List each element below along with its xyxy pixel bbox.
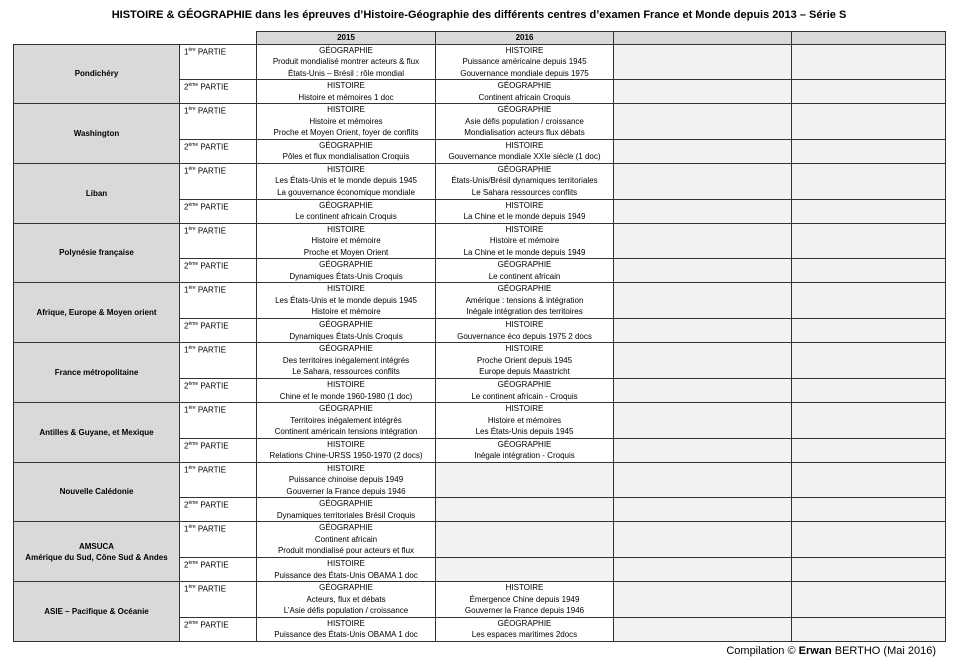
part-number: 1 <box>184 524 189 534</box>
part-number: 2 <box>184 321 189 331</box>
subject-discipline: GÉOGRAPHIE <box>319 45 373 55</box>
part-suffix: ème <box>188 321 199 327</box>
subject-cell-2016 <box>436 558 614 582</box>
subject-discipline: HISTOIRE <box>327 164 365 174</box>
subject-cell-2016 <box>436 462 614 498</box>
subject-topic: Inégale intégration des territoires <box>466 307 583 316</box>
subject-cell-2015 <box>257 319 436 343</box>
page-title: HISTOIRE & GÉOGRAPHIE dans les épreuves d’Histoire-Géographie des différents centres d’examen France et Monde depuis 2013 – Série S <box>111 9 847 21</box>
part-label <box>180 80 257 104</box>
center-row <box>14 403 946 439</box>
part-word: PARTIE <box>200 321 229 331</box>
subject-discipline: HISTOIRE <box>505 45 544 55</box>
subject-discipline: HISTOIRE <box>505 224 544 234</box>
subject-discipline: GÉOGRAPHIE <box>497 439 552 449</box>
part-suffix: ème <box>188 261 199 267</box>
subject-topic: Acteurs, flux et débats <box>306 594 386 604</box>
subject-topic: Histoire et mémoires <box>309 116 383 126</box>
empty-year-cell <box>792 558 946 582</box>
subject-topic: Relations Chine-URSS 1950-1970 (2 docs) <box>269 451 423 460</box>
part-label <box>180 319 257 343</box>
center-row <box>14 44 946 80</box>
empty-year-cell <box>614 259 792 283</box>
empty-year-cell <box>792 104 946 140</box>
center-name: France métropolitaine <box>54 368 139 377</box>
subject-topic: Le continent africain - Croquis <box>471 391 578 401</box>
subject-topic: Le continent africain Croquis <box>295 212 397 221</box>
part-suffix: ème <box>188 141 199 148</box>
subject-cell-2016 <box>436 343 614 379</box>
empty-year-cell <box>614 223 792 259</box>
subject-topic: Territoires inégalement intégrés <box>290 415 402 425</box>
subject-cell-2016 <box>436 163 614 199</box>
empty-year-cell <box>614 558 792 582</box>
part-label <box>180 199 257 223</box>
subject-discipline: GÉOGRAPHIE <box>319 523 373 532</box>
center-row <box>14 223 946 259</box>
empty-year-cell <box>792 283 946 319</box>
center-name: Washington <box>73 128 120 138</box>
part-word: PARTIE <box>200 500 229 510</box>
header-empty-1 <box>614 32 792 45</box>
header-year-2015: 2015 <box>257 32 436 45</box>
subject-discipline: HISTOIRE <box>505 404 544 413</box>
subject-cell-2016 <box>436 223 614 259</box>
subject-discipline: HISTOIRE <box>505 140 544 150</box>
part-number: 1 <box>184 345 189 355</box>
subject-discipline: GÉOGRAPHIE <box>319 200 373 210</box>
subject-topic: Les États-Unis depuis 1945 <box>475 427 574 436</box>
part-number: 1 <box>184 584 189 594</box>
subject-discipline: HISTOIRE <box>327 559 365 568</box>
part-suffix: ère <box>188 106 196 112</box>
part-label <box>180 379 257 403</box>
subject-discipline: GÉOGRAPHIE <box>319 499 373 508</box>
subject-topic: Pôles et flux mondialisation Croquis <box>282 152 410 161</box>
part-word: PARTIE <box>197 106 227 116</box>
subject-cell-2015 <box>257 80 436 104</box>
center-name-cell <box>14 104 180 164</box>
subject-discipline: GÉOGRAPHIE <box>497 260 552 269</box>
center-name: Nouvelle Calédonie <box>59 487 134 497</box>
empty-year-cell <box>614 522 792 558</box>
empty-year-cell <box>792 259 946 283</box>
empty-year-cell <box>792 223 946 259</box>
subject-topic: Puissance américaine depuis 1945 <box>462 57 587 66</box>
subject-topic: La Chine et le monde depuis 1949 <box>463 247 586 257</box>
empty-year-cell <box>792 462 946 498</box>
center-name-cell <box>14 522 180 582</box>
footer-author-rest: BERTHO (Mai 2016) <box>831 645 936 657</box>
header-year-2016: 2016 <box>436 32 614 45</box>
subject-topic: Dynamiques États-Unis Croquis <box>289 331 403 341</box>
center-name: Polynésie française <box>59 248 134 258</box>
empty-year-cell <box>792 498 946 522</box>
subject-topic: Inégale intégration - Croquis <box>474 451 575 460</box>
subject-cell-2016 <box>436 438 614 462</box>
center-name-cell <box>14 163 180 223</box>
subject-topic: Produit mondialisé montrer acteurs & flux <box>272 57 420 66</box>
part-word: PARTIE <box>197 584 227 594</box>
part-suffix: ème <box>188 560 199 566</box>
subject-topic: Asie défis population / croissance <box>465 116 584 126</box>
footer-credit <box>726 645 936 657</box>
subject-cell-2016 <box>436 522 614 558</box>
center-name: Afrique, Europe & Moyen orient <box>36 308 157 317</box>
part-suffix: ère <box>188 405 196 411</box>
part-label <box>180 498 257 522</box>
empty-year-cell <box>792 343 946 379</box>
subject-discipline: GÉOGRAPHIE <box>497 380 552 389</box>
subject-discipline: HISTOIRE <box>327 105 365 114</box>
subject-discipline: HISTOIRE <box>505 583 544 592</box>
subject-discipline: HISTOIRE <box>505 344 544 353</box>
part-suffix: ère <box>188 46 196 53</box>
center-name-cell <box>14 223 180 283</box>
subject-topic: Dynamiques États-Unis Croquis <box>289 271 403 281</box>
part-number: 2 <box>184 500 189 510</box>
part-suffix: ère <box>188 524 196 530</box>
empty-year-cell <box>614 44 792 80</box>
part-label <box>180 462 257 498</box>
subject-cell-2016 <box>436 259 614 283</box>
subject-topic: Dynamiques territoriales Brésil Croquis <box>276 510 416 520</box>
subject-cell-2015 <box>257 283 436 319</box>
center-name: AMSUCA <box>78 541 115 551</box>
subject-topic: Le continent africain <box>488 271 561 281</box>
exam-table <box>13 31 946 642</box>
part-word: PARTIE <box>200 261 229 271</box>
subject-cell-2015 <box>257 199 436 223</box>
subject-topic: Proche et Moyen Orient, foyer de conflits <box>273 128 419 137</box>
center-name-cell <box>14 44 180 104</box>
subject-cell-2015 <box>257 343 436 379</box>
subject-topic: Histoire et mémoires 1 doc <box>298 92 394 102</box>
empty-year-cell <box>614 163 792 199</box>
center-name: Antilles & Guyane, et Mexique <box>39 427 154 437</box>
subject-topic: États-Unis – Brésil : rôle mondial <box>287 68 405 78</box>
subject-cell-2015 <box>257 163 436 199</box>
part-number: 1 <box>184 465 189 475</box>
part-word: PARTIE <box>197 285 227 295</box>
part-suffix: ère <box>188 165 196 172</box>
header-empty-2 <box>792 32 946 45</box>
subject-cell-2015 <box>257 44 436 80</box>
part-label <box>180 104 257 140</box>
part-word: PARTIE <box>197 226 227 236</box>
part-label <box>180 617 257 641</box>
empty-year-cell <box>792 139 946 163</box>
empty-year-cell <box>614 438 792 462</box>
center-name-cell <box>14 403 180 463</box>
part-word: PARTIE <box>200 142 229 152</box>
part-number: 2 <box>184 202 189 212</box>
empty-year-cell <box>792 44 946 80</box>
subject-topic: Gouvernance éco depuis 1975 2 docs <box>457 331 592 341</box>
subject-discipline: HISTOIRE <box>505 200 544 210</box>
subject-cell-2016 <box>436 44 614 80</box>
subject-topic: Proche Orient depuis 1945 <box>476 355 573 365</box>
subject-topic: Les États-Unis et le monde depuis 1945 <box>275 295 417 305</box>
subject-cell-2015 <box>257 617 436 641</box>
part-number: 2 <box>184 261 189 271</box>
subject-topic: Gouvernance mondiale XXIe siècle (1 doc) <box>448 152 601 161</box>
subject-topic: Émergence Chine depuis 1949 <box>469 594 580 604</box>
subject-topic: L’Asie défis population / croissance <box>283 606 409 615</box>
empty-year-cell <box>614 283 792 319</box>
part-word: PARTIE <box>200 560 229 570</box>
subject-discipline: GÉOGRAPHIE <box>497 164 552 174</box>
subject-topic: Le Sahara, ressources conflits <box>292 367 400 376</box>
subject-cell-2015 <box>257 462 436 498</box>
empty-year-cell <box>792 522 946 558</box>
empty-year-cell <box>614 319 792 343</box>
center-row <box>14 343 946 379</box>
empty-year-cell <box>614 343 792 379</box>
part-label <box>180 582 257 618</box>
subject-discipline: HISTOIRE <box>327 439 365 449</box>
subject-topic: Amérique : tensions & intégration <box>465 295 584 305</box>
part-suffix: ère <box>188 225 196 232</box>
part-suffix: ème <box>188 440 199 447</box>
subject-cell-2016 <box>436 379 614 403</box>
subject-cell-2016 <box>436 139 614 163</box>
empty-year-cell <box>614 498 792 522</box>
subject-discipline: HISTOIRE <box>327 224 365 234</box>
subject-topic: Gouverner la France depuis 1946 <box>464 606 585 615</box>
part-suffix: ère <box>188 345 196 351</box>
subject-cell-2015 <box>257 259 436 283</box>
subject-cell-2015 <box>257 223 436 259</box>
empty-year-cell <box>792 438 946 462</box>
part-suffix: ère <box>188 584 196 590</box>
center-name-cell <box>14 343 180 403</box>
part-number: 2 <box>184 142 189 152</box>
center-name: ASIE – Pacifique & Océanie <box>44 606 149 616</box>
subject-discipline: GÉOGRAPHIE <box>319 320 373 329</box>
part-number: 2 <box>184 560 189 570</box>
header-row <box>14 32 946 45</box>
subject-cell-2015 <box>257 558 436 582</box>
subject-topic: Puissance chinoise depuis 1949 <box>288 475 404 484</box>
center-row <box>14 163 946 199</box>
subject-discipline: HISTOIRE <box>327 618 365 628</box>
part-number: 1 <box>184 166 189 176</box>
part-number: 2 <box>184 82 189 92</box>
subject-cell-2016 <box>436 80 614 104</box>
subject-topic: Les espaces maritimes 2docs <box>471 630 578 639</box>
subject-topic: Proche et Moyen Orient <box>303 247 389 257</box>
part-suffix: ème <box>188 381 199 387</box>
empty-year-cell <box>614 104 792 140</box>
subject-topic: Des territoires inégalement intégrés <box>282 355 410 365</box>
subject-topic: Histoire et mémoire <box>489 236 560 245</box>
part-word: PARTIE <box>200 620 229 630</box>
empty-year-cell <box>614 80 792 104</box>
subject-cell-2015 <box>257 438 436 462</box>
part-label <box>180 438 257 462</box>
subject-discipline: GÉOGRAPHIE <box>497 284 552 293</box>
part-word: PARTIE <box>197 166 227 176</box>
subject-cell-2016 <box>436 617 614 641</box>
part-word: PARTIE <box>200 441 229 451</box>
subject-discipline: GÉOGRAPHIE <box>497 105 552 114</box>
part-number: 1 <box>184 405 189 415</box>
subject-topic: Chine et le monde 1960-1980 (1 doc) <box>279 391 413 401</box>
part-label <box>180 522 257 558</box>
part-number: 2 <box>184 441 189 451</box>
center-row <box>14 582 946 618</box>
subject-cell-2016 <box>436 283 614 319</box>
subject-topic: Continent africain <box>314 534 378 544</box>
center-name-cell <box>14 582 180 642</box>
center-name-cell <box>14 283 180 343</box>
subject-topic: Europe depuis Maastricht <box>479 367 570 376</box>
part-suffix: ème <box>188 500 199 506</box>
subject-topic: Puissance des États-Unis OBAMA 1 doc <box>274 570 418 580</box>
part-suffix: ème <box>188 82 199 88</box>
empty-year-cell <box>792 199 946 223</box>
center-name-cell <box>14 462 180 522</box>
part-label <box>180 283 257 319</box>
subject-discipline: GÉOGRAPHIE <box>319 344 373 353</box>
empty-year-cell <box>792 163 946 199</box>
part-label <box>180 343 257 379</box>
part-label <box>180 259 257 283</box>
center-row <box>14 462 946 498</box>
empty-year-cell <box>614 139 792 163</box>
subject-topic: Continent américain tensions intégration <box>274 427 418 436</box>
subject-discipline: GÉOGRAPHIE <box>319 140 373 150</box>
part-word: PARTIE <box>197 465 227 475</box>
subject-discipline: GÉOGRAPHIE <box>497 81 552 90</box>
part-label <box>180 403 257 439</box>
part-suffix: ème <box>188 201 199 208</box>
part-suffix: ème <box>188 619 199 626</box>
part-suffix: ère <box>188 464 196 471</box>
part-number: 1 <box>184 47 189 57</box>
part-label <box>180 223 257 259</box>
part-number: 1 <box>184 106 189 116</box>
part-word: PARTIE <box>197 345 227 355</box>
empty-year-cell <box>614 199 792 223</box>
part-suffix: ère <box>188 285 196 291</box>
part-word: PARTIE <box>200 381 229 391</box>
header-blank <box>14 32 257 45</box>
part-number: 1 <box>184 285 189 295</box>
footer-author-first: Erwan <box>798 645 832 657</box>
empty-year-cell <box>792 403 946 439</box>
center-row <box>14 283 946 319</box>
subject-topic: Produit mondialisé pour acteurs et flux <box>277 546 415 555</box>
part-word: PARTIE <box>197 47 227 57</box>
part-word: PARTIE <box>197 524 227 534</box>
empty-year-cell <box>614 403 792 439</box>
subject-topic: Histoire et mémoire <box>311 307 381 316</box>
part-number: 1 <box>184 226 189 236</box>
part-word: PARTIE <box>197 405 227 415</box>
center-row <box>14 522 946 558</box>
part-label <box>180 44 257 80</box>
subject-cell-2015 <box>257 498 436 522</box>
subject-cell-2016 <box>436 498 614 522</box>
subject-topic: Puissance des États-Unis OBAMA 1 doc <box>274 630 418 639</box>
subject-topic: Les États-Unis et le monde depuis 1945 <box>275 176 417 185</box>
subject-topic: Continent africain Croquis <box>478 92 571 102</box>
empty-year-cell <box>792 582 946 618</box>
subject-cell-2015 <box>257 582 436 618</box>
part-number: 2 <box>184 620 189 630</box>
subject-discipline: HISTOIRE <box>327 380 365 389</box>
part-word: PARTIE <box>200 202 229 212</box>
subject-topic: Histoire et mémoires <box>487 415 562 425</box>
subject-discipline: GÉOGRAPHIE <box>319 583 373 592</box>
subject-cell-2015 <box>257 403 436 439</box>
part-label <box>180 558 257 582</box>
subject-topic: La Chine et le monde depuis 1949 <box>463 212 586 221</box>
empty-year-cell <box>792 379 946 403</box>
part-word: PARTIE <box>200 82 229 92</box>
footer-prefix: Compilation © <box>726 645 799 657</box>
subject-topic: La gouvernance économique mondiale <box>277 187 415 197</box>
empty-year-cell <box>614 379 792 403</box>
subject-discipline: HISTOIRE <box>505 320 544 329</box>
subject-cell-2016 <box>436 403 614 439</box>
subject-topic: Histoire et mémoire <box>311 236 381 245</box>
center-row <box>14 104 946 140</box>
subject-topic: Mondialisation acteurs flux débats <box>464 128 585 137</box>
subject-discipline: GÉOGRAPHIE <box>497 618 552 628</box>
center-name: Liban <box>85 188 108 198</box>
subject-cell-2016 <box>436 582 614 618</box>
center-subname: Amérique du Sud, Cône Sud & Andes <box>25 552 168 562</box>
subject-discipline: HISTOIRE <box>327 284 365 293</box>
center-name: Pondichéry <box>74 69 119 79</box>
empty-year-cell <box>614 462 792 498</box>
subject-discipline: HISTOIRE <box>327 81 365 90</box>
subject-cell-2016 <box>436 104 614 140</box>
empty-year-cell <box>792 617 946 641</box>
part-label <box>180 163 257 199</box>
subject-cell-2015 <box>257 522 436 558</box>
subject-discipline: GÉOGRAPHIE <box>319 404 373 413</box>
subject-cell-2015 <box>257 104 436 140</box>
subject-topic: Le Sahara ressources conflits <box>471 187 578 197</box>
subject-cell-2015 <box>257 139 436 163</box>
subject-topic: États-Unis/Brésil dynamiques territoriales <box>451 176 598 185</box>
subject-topic: Gouvernance mondiale depuis 1975 <box>460 68 589 78</box>
subject-cell-2016 <box>436 199 614 223</box>
subject-cell-2015 <box>257 379 436 403</box>
empty-year-cell <box>614 582 792 618</box>
empty-year-cell <box>792 80 946 104</box>
part-label <box>180 139 257 163</box>
subject-discipline: HISTOIRE <box>327 463 365 473</box>
subject-cell-2016 <box>436 319 614 343</box>
part-number: 2 <box>184 381 189 391</box>
subject-topic: Gouverner la France depuis 1946 <box>286 486 406 496</box>
empty-year-cell <box>614 617 792 641</box>
subject-discipline: GÉOGRAPHIE <box>319 260 373 269</box>
empty-year-cell <box>792 319 946 343</box>
